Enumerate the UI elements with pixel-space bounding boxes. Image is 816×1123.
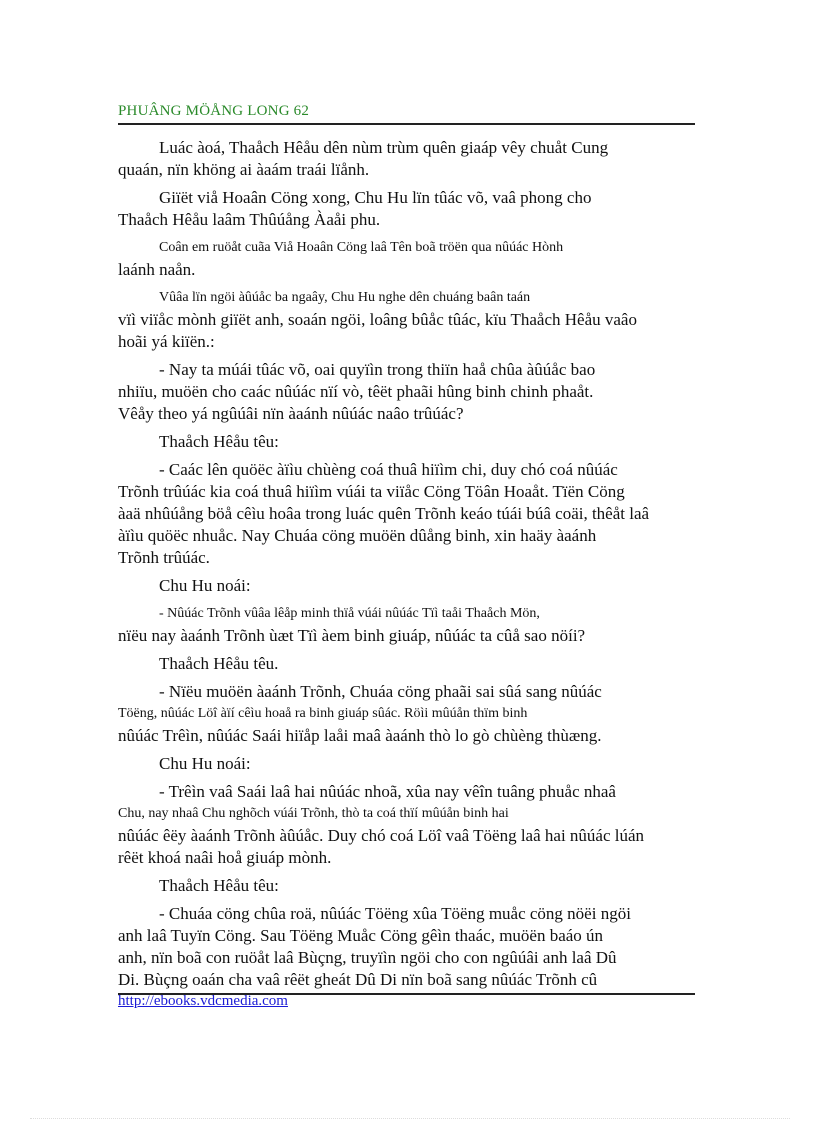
text-line: nhiïu, muöën cho caác nûúác nïí vò, têët phaãi hûng binh chinh phaåt. xyxy=(118,382,594,401)
paragraph xyxy=(118,753,718,775)
text-line: - Nay ta múái tûác võ, oai quyïìn trong thiïn haå chûa àûúåc bao xyxy=(159,360,596,379)
text-line: Töëng, nûúác Löî àïí cêìu hoaå ra binh giuáp sûác. Röìi mûúån thïm binh xyxy=(118,706,528,721)
text-line: nûúác êëy àaánh Trõnh àûúåc. Duy chó coá Löî vaâ Töëng laâ hai nûúác lúán xyxy=(118,826,645,845)
footer xyxy=(118,993,288,1010)
text-line: Thaåch Hêåu têu. xyxy=(159,654,279,673)
text-line: Chu Hu noái: xyxy=(159,754,251,773)
text-line: Luác àoá, Thaåch Hêåu dên nùm trùm quên giaáp vêy chuåt Cung xyxy=(159,138,609,157)
page-bottom-divider xyxy=(30,1118,790,1119)
text-line: Thaåch Hêåu têu: xyxy=(159,876,279,895)
text-line: rêët khoá naâi hoå giuáp mònh. xyxy=(118,848,332,867)
text-line: Vêåy theo yá ngûúâi nïn àaánh nûúác naâo trûúác? xyxy=(118,404,464,423)
paragraph xyxy=(118,781,718,869)
text-line: quaán, nïn khöng ai àaám traái lïånh. xyxy=(118,160,370,179)
header-rule xyxy=(118,123,695,125)
text-line: Coân em ruöåt cuãa Viå Hoaân Cöng laâ Tên boã tröën qua nûúác Hònh xyxy=(159,240,564,255)
text-line: anh laâ Tuyïn Cöng. Sau Töëng Muåc Cöng gêìn thaác, muöën baáo ún xyxy=(118,926,604,945)
text-line: hoãi yá kiïën.: xyxy=(118,332,215,351)
text-line: laánh naån. xyxy=(118,260,196,279)
text-line: nûúác Trêìn, nûúác Saái hiïåp laåi maâ àaánh thò lo gò chùèng thùæng. xyxy=(118,726,602,745)
text-line: Vûâa lïn ngöi àûúåc ba ngaây, Chu Hu nghe dên chuáng baân taán xyxy=(159,290,531,305)
paragraph xyxy=(118,137,718,181)
text-line: Giïët viå Hoaân Cöng xong, Chu Hu lïn tûác võ, vaâ phong cho xyxy=(159,188,592,207)
text-line: Thaåch Hêåu têu: xyxy=(159,432,279,451)
paragraph xyxy=(118,237,718,281)
paragraph xyxy=(118,575,718,597)
paragraph xyxy=(118,903,718,991)
paragraph xyxy=(118,431,718,453)
text-line: àïìu quöëc nhuåc. Nay Chuáa cöng muöën dûång binh, xin haäy àaánh xyxy=(118,526,597,545)
text-line: vïì viïåc mònh giïët anh, soaán ngöi, loâng bûåc tûác, kïu Thaåch Hêåu vaâo xyxy=(118,310,637,329)
running-header: PHUÂNG MÖÅNG LONG 62 xyxy=(118,103,310,119)
paragraph xyxy=(118,187,718,231)
body-text xyxy=(118,137,718,997)
text-line: - Caác lên quöëc àïìu chùèng coá thuâ hiïìm chi, duy chó coá nûúác xyxy=(159,460,618,479)
text-line: anh, nïn boã con ruöåt laâ Bùçng, truyïìn ngöi cho con ngûúâi anh laâ Dû xyxy=(118,948,617,967)
paragraph xyxy=(118,603,718,647)
text-line: nïëu nay àaánh Trõnh ùæt Tïì àem binh giuáp, nûúác ta cûå sao nöíi? xyxy=(118,626,586,645)
footer-link[interactable]: http://ebooks.vdcmedia.com xyxy=(118,993,288,1009)
text-line: Di. Bùçng oaán cha vaâ rêët gheát Dû Di nïn boã sang nûúác Trõnh cû xyxy=(118,970,598,989)
paragraph xyxy=(118,459,718,569)
paragraph xyxy=(118,359,718,425)
text-line: Trõnh trûúác. xyxy=(118,548,210,567)
paragraph xyxy=(118,653,718,675)
text-line: - Nïëu muöën àaánh Trõnh, Chuáa cöng phaãi sai sûá sang nûúác xyxy=(159,682,602,701)
text-line: Thaåch Hêåu laâm Thûúång Àaåi phu. xyxy=(118,210,381,229)
text-line: Trõnh trûúác kia coá thuâ hiïìm vúái ta viïåc Cöng Töân Hoaåt. Tïën Cöng xyxy=(118,482,625,501)
paragraph xyxy=(118,287,718,353)
text-line: - Chuáa cöng chûa roä, nûúác Töëng xûa Töëng muåc cöng nöëi ngöi xyxy=(159,904,631,923)
text-line: - Nûúác Trõnh vûâa lêåp minh thïå vúái nûúác Tïì taåi Thaåch Mön, xyxy=(159,606,540,621)
text-line: Chu Hu noái: xyxy=(159,576,251,595)
text-line: - Trêìn vaâ Saái laâ hai nûúác nhoã, xûa nay vêîn tuâng phuåc nhaâ xyxy=(159,782,616,801)
text-line: àaä nhûúång böå cêìu hoâa trong luác quên Trõnh keáo túái búâ coäi, thêåt laâ xyxy=(118,504,650,523)
paragraph xyxy=(118,681,718,747)
paragraph xyxy=(118,875,718,897)
text-line: Chu, nay nhaâ Chu nghõch vúái Trõnh, thò ta coá thïí mûúån binh hai xyxy=(118,806,509,821)
